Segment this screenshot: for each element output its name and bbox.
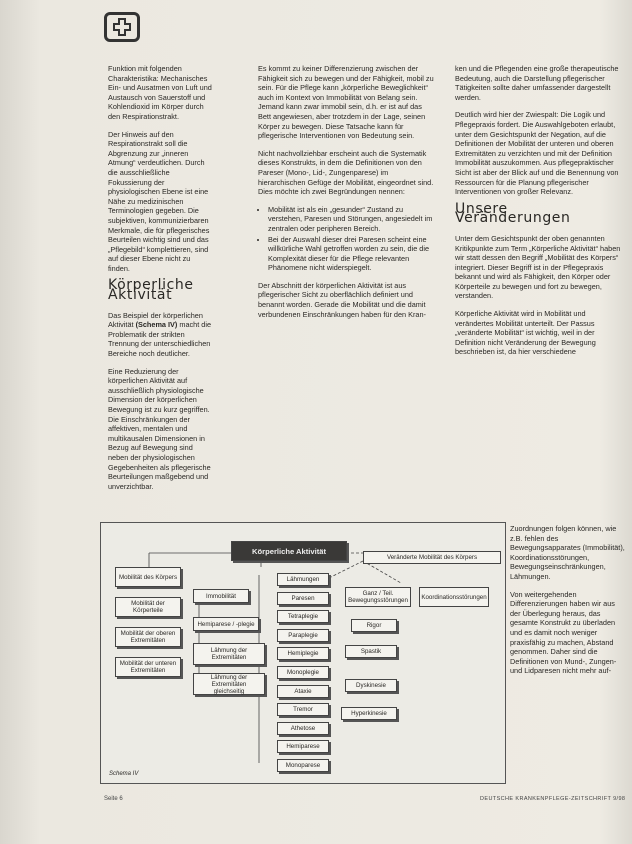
paragraph: Der Abschnitt der körperlichen Aktivität ist aus pflegerischer Sicht zu oberflächlich definiert und benannt worden. Gerade die Mobilität und die damit verbundenen Einschränkungen haben für den Kran- bbox=[258, 280, 426, 319]
paragraph: ken und die Pflegenden eine große therapeutische Bedeutung, auch die Darstellung pflegerischer Tätigkeiten sollte daher umfassender dargestellt werden. bbox=[455, 64, 619, 102]
text-column-2 bbox=[258, 64, 435, 327]
diagram-node: Mobilität der unteren Extremitäten bbox=[115, 657, 181, 677]
diagram-node: Hemiparese / -plegie bbox=[193, 617, 259, 631]
section-heading: Unsere Veränderungen bbox=[455, 200, 571, 227]
diagram-node-top: Körperliche Aktivität bbox=[231, 541, 347, 561]
text-span: Das Beispiel der körperlichen Aktivität bbox=[108, 310, 203, 330]
paragraph: Funktion mit folgenden Charakteristika: Mechanisches Ein- und Ausatmen von Luft und Austausch von Sauerstoff und Kohlendioxid im Körper durch den Respirationstrakt. bbox=[108, 64, 212, 121]
diagram-node: Paresen bbox=[277, 592, 329, 605]
diagram-node: Lähmungen bbox=[277, 573, 329, 586]
diagram-node: Rigor bbox=[351, 619, 397, 632]
diagram-node: Dyskinesie bbox=[345, 679, 397, 692]
journal-footer: DEUTSCHE KRANKENPFLEGE-ZEITSCHRIFT 9/98 bbox=[480, 796, 626, 802]
diagram-node: Immobilität bbox=[193, 589, 249, 603]
bullet-list bbox=[258, 205, 435, 273]
plus-cross-icon bbox=[104, 12, 140, 42]
diagram-node: Mobilität der oberen Extremitäten bbox=[115, 627, 181, 647]
text-column-wrap bbox=[510, 524, 625, 684]
diagram-node: Lähmung der Extremitäten bbox=[193, 643, 265, 665]
paragraph: Von weitergehenden Differenzierungen haben wir aus der Überlegung heraus, das gesamte Konstrukt zu überladen und es damit noch weniger praxisfähig zu machen, Abstand genommen. Daher sind die Definitionen von Mund-, Zungen- und Lidparesen nicht mehr auf- bbox=[510, 589, 617, 676]
diagram-node: Spastik bbox=[345, 645, 397, 658]
paragraph: Der Hinweis auf den Respirationstrakt soll die Abgrenzung zur „inneren Atmung“ verdeutlichen. Durch die ausschließliche Fokussierung der physiologischen Ebene ist eine Nähe zu medizinischen Terminologien gegeben. Die subjektiven, kommunizierbaren Merkmale, die für pflegerisches Beurteilen wichtig sind und das „Pflegebild“ komplettieren, sind auf dieser Ebene nicht zu finden. bbox=[108, 129, 210, 273]
diagram-node: Monoplegie bbox=[277, 666, 329, 679]
diagram-node: Tremor bbox=[277, 703, 329, 716]
diagram-node: Monoparese bbox=[277, 759, 329, 772]
diagram-node: Tetraplegie bbox=[277, 610, 329, 623]
diagram-node: Koordinationsstörungen bbox=[419, 587, 489, 607]
diagram-node: Hyperkinesie bbox=[341, 707, 397, 720]
list-item: • Bei der Auswahl dieser drei Paresen scheint eine willkürliche Wahl getroffen worden zu sein, die die Komplexität dieser für die Pflege relevanten Phänomene nicht widerspiegelt. bbox=[268, 235, 435, 273]
schema-diagram bbox=[100, 522, 506, 784]
diagram-node: Mobilität der Körperteile bbox=[115, 597, 181, 617]
diagram-node: Ganz / Teil. Bewegungsstörungen bbox=[345, 587, 411, 607]
list-item: • Mobilität ist als ein „gesunder“ Zustand zu verstehen, Paresen und Störungen, angesiedelt im zentralen oder peripheren Bereich. bbox=[268, 205, 435, 234]
diagram-node: Ataxie bbox=[277, 685, 329, 698]
diagram-node: Veränderte Mobilität des Körpers bbox=[363, 551, 501, 564]
paragraph: Nicht nachvollziehbar erscheint auch die Systematik dieses Konstrukts, in dem die Definitionen von den Pareser (Mono-, Lid-, Zungenparese) im hierarchischen Gefüge der Mobilität, eingeordnet sind. Dies möchte ich zwei Begründungen nennen: bbox=[258, 148, 434, 197]
schema-reference: (Schema IV) bbox=[135, 320, 178, 330]
section-heading: Körperliche Aktivität bbox=[108, 277, 194, 304]
paragraph: Es kommt zu keiner Differenzierung zwischen der Fähigkeit sich zu bewegen und der Fähigkeit, mobil zu sein. Für die Pflege kann „körperliche Beweglichkeit“ auch im Kontext von Immobilität von Belang sein. Jemand kann zwar immobil sein, d.h. er ist auf das Bett angewiesen, aber trotzdem in der Lage, seinen Körper zu bewegen. Diese Tatsache kann für pflegerische Interventionen von Bedeutung sein. bbox=[258, 64, 434, 141]
paragraph: Körperliche Aktivität wird in Mobilität und verändertes Mobilität unterteilt. Der Passus „veränderte Mobilität“ ist wichtig, weil in der Definition nicht Veränderung der Bewegung beschrieben ist, da hier verschiedene bbox=[455, 309, 596, 357]
diagram-node: Hemiplegie bbox=[277, 647, 329, 660]
schema-caption: Schema IV bbox=[109, 771, 139, 777]
paragraph: Eine Reduzierung der körperlichen Aktivität auf ausschließlich physiologische Dimension der körperlichen Bewegung ist zu kurz gegriffen. Die Einschränkungen der affektiven, mentalen und multikausalen Dimensionen in Bezug auf Bewegung sind neben der physiologischen Gegebenheiten als pflegerische Beurteilungen maßgebend und unverzichtbar. bbox=[108, 366, 211, 491]
diagram-node: Lähmung der Extremitäten gleichseitig bbox=[193, 673, 265, 695]
diagram-node: Paraplegie bbox=[277, 629, 329, 642]
paragraph: Deutlich wird hier der Zwiespalt: Die Logik und Pflegepraxis fordert. Die Auswahlgeboten erlaubt, unter dem Gesichtspunkt der Negation, auf die Definitionen der Mobilität der unteren und oberen Extremitäten zu verzichten und mit der Definition Immobilität auszukommen. Aus pflegepraktischer Sicht ist aber der Blick auf und die Benennung von Ressourcen für die Planung pflegerischer Interventionen von großer Relevanz. bbox=[455, 110, 619, 197]
diagram-node: Athetose bbox=[277, 722, 329, 735]
diagram-node: Hemiparese bbox=[277, 740, 329, 753]
page-number: Seite 6 bbox=[104, 796, 123, 802]
text-span: macht die Problematik der strikten Trennung der unterschiedlichen Bereiche noch deutlicher. bbox=[108, 320, 212, 359]
paragraph: Unter dem Gesichtspunkt der oben genannten Kritikpunkte zum Term „Körperliche Aktivität“ haben wir statt dessen den Begriff „Mobilität des Körpers“ integriert. Dieser Begriff ist in der Pflegepraxis bekannt und wird als Fähigkeit, den Körper oder Körperteile zu bewegen und fort zu bewegen, verstanden. bbox=[455, 233, 621, 301]
paragraph: Zuordnungen folgen können, wie z.B. fehlen des Bewegungsapparates (Immobilität), Koordinationsstörungen, Bewegungseinschränkungen, Lähmungen. bbox=[510, 524, 625, 581]
paragraph bbox=[108, 311, 213, 359]
text-column-3 bbox=[455, 64, 625, 365]
text-column-1 bbox=[108, 64, 213, 499]
diagram-node: Mobilität des Körpers bbox=[115, 567, 181, 587]
